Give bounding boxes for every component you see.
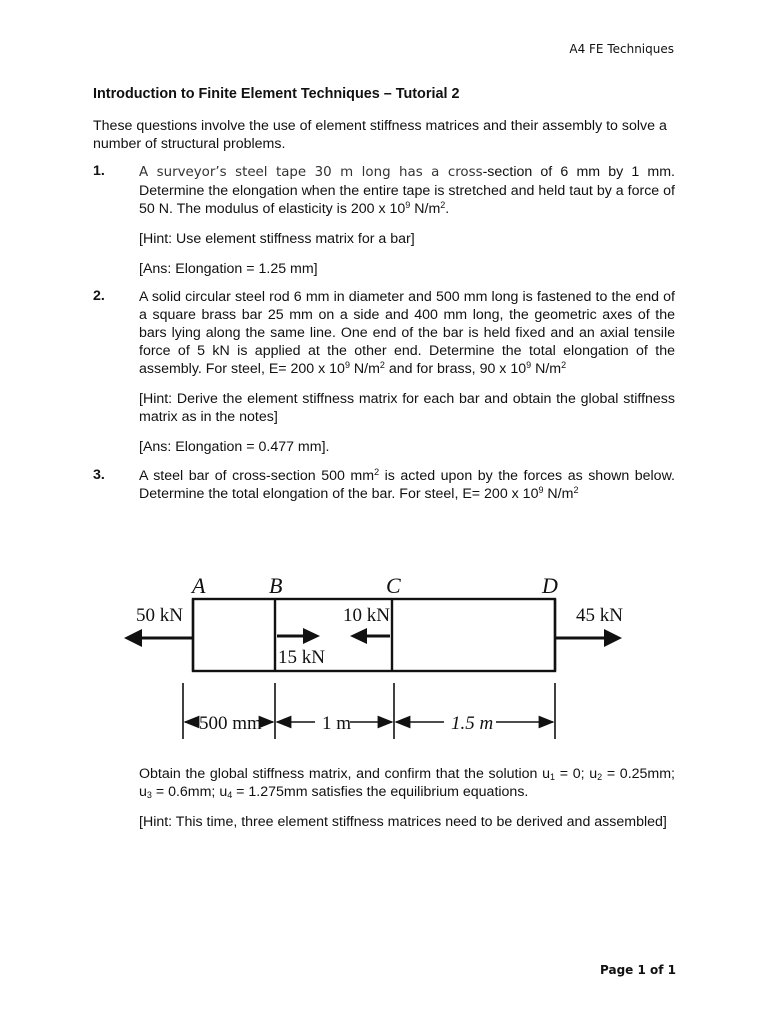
node-label-b: B [269,573,283,598]
force-arrow-left [124,629,193,647]
node-label-d: D [542,573,558,598]
question-2 [139,288,675,456]
page-header: A4 FE Techniques [569,42,674,56]
question-3-followup [139,765,675,831]
question-2-text: A solid circular steel rod 6 mm in diameter and 500 mm long is fastened to the end of a square brass bar 25 mm on a side and 400 mm long, the geometric axes of the bars lying along the same line. One end of the bar is held fixed and an axial tensile force of 5 kN is applied at the other end. Determine the total elongation of the assembly. For steel, E= 200 x $10^9$ $N/m^2$ and for brass, 90 x $10^9$ $N/m^2$ [139,289,675,377]
force-label-b: 15 kN [278,647,325,668]
question-3-hint: [Hint: This time, three element stiffness matrices need to be derived and assembled] [139,814,667,830]
dimension-label-ab: 500 mm [199,713,262,734]
force-label-left: 50 kN [136,605,183,626]
question-3-solution-text: Obtain the global stiffness matrix, and confirm that the solution $u_1 = 0$; $u_2 = 0.25mm$; $u_3 = 0.6mm$; $u_4 = 1.275mm$ satisfies the equilibrium equations. [139,766,675,800]
force-arrow-b [277,628,320,644]
question-2-answer: [Ans: Elongation = 0.477 mm]. [139,439,330,455]
node-label-a: A [192,573,206,598]
document-title: Introduction to Finite Element Techniques – Tutorial 2 [93,86,460,102]
question-1-number: 1. [93,163,105,179]
force-arrow-right [555,629,622,647]
bar-force-diagram [112,565,642,745]
question-2-number: 2. [93,288,105,304]
question-3 [139,467,675,503]
question-1-text: A surveyor’s steel tape 30 m long has a cross-section of 6 mm by 1 mm. Determine the elongation when the entire tape is stretched and held taut by a force of 50 N. The modulus of elasticity is 200 x $10^9$ $N/m^2$. [139,164,675,217]
question-1 [139,163,675,278]
dimension-label-bc: 1 m [322,713,352,734]
question-1-answer: [Ans: Elongation = 1.25 mm] [139,261,318,277]
question-2-hint: [Hint: Derive the element stiffness matrix for each bar and obtain the global stiffness matrix as in the notes] [139,391,675,425]
force-arrow-c [350,628,390,644]
node-label-c: C [386,573,401,598]
force-label-right: 45 kN [576,605,623,626]
force-label-c: 10 kN [343,605,390,626]
question-3-text: A steel bar of cross-section 500 $mm^2$ is acted upon by the forces as shown below. Determine the total elongation of the bar. For steel, E= 200 x $10^9$ $N/m^2$ [139,467,675,502]
question-3-number: 3. [93,467,105,483]
page-footer: Page 1 of 1 [600,963,676,977]
dimension-label-cd: 1.5 m [451,713,494,734]
intro-paragraph: These questions involve the use of element stiffness matrices and their assembly to solve a number of structural problems. [93,118,667,152]
question-1-hint: [Hint: Use element stiffness matrix for a bar] [139,231,415,247]
